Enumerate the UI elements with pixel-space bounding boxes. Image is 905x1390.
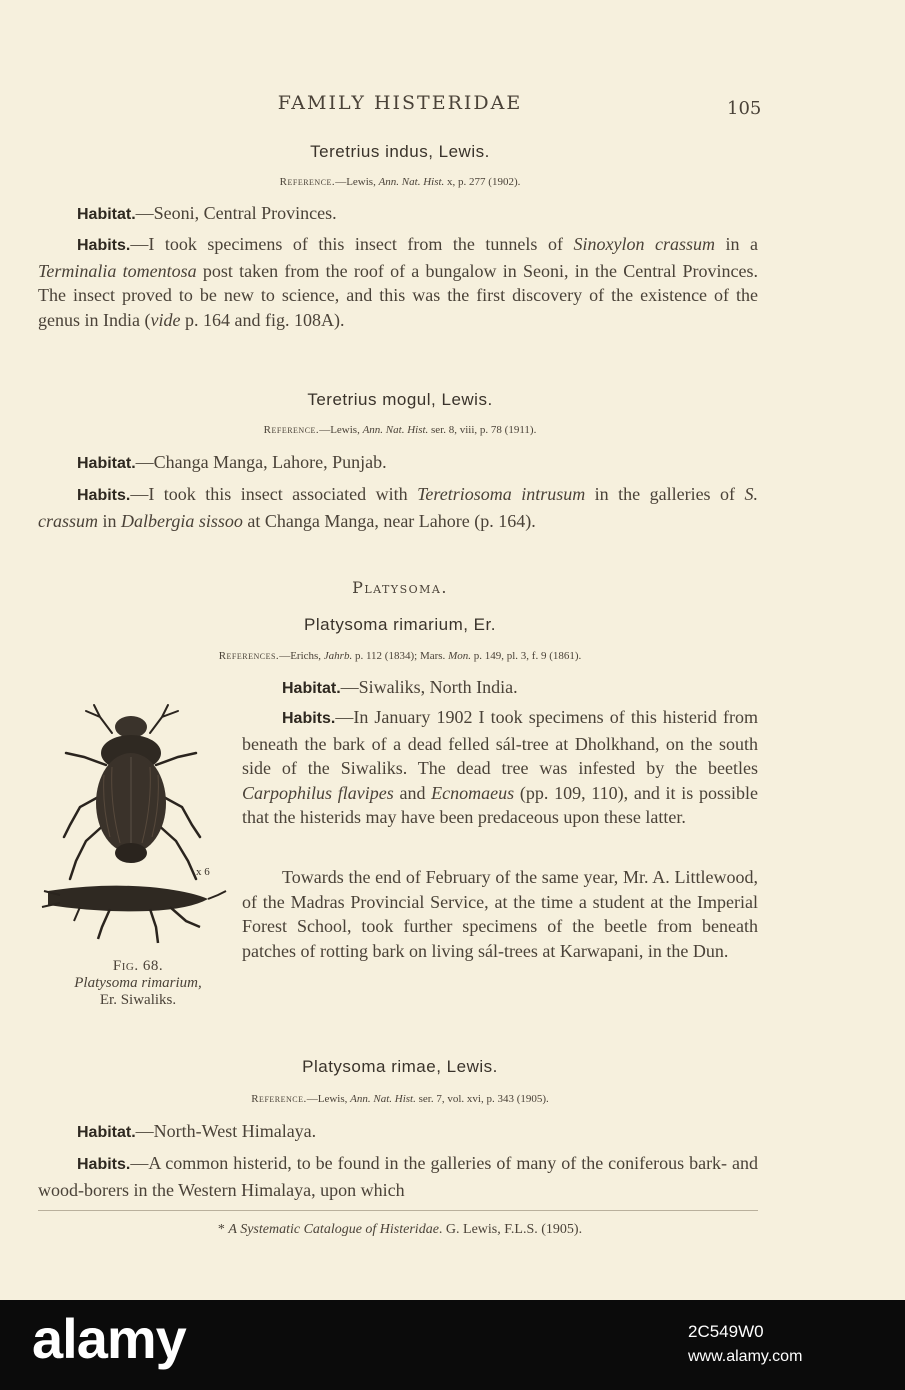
species-reference: Reference.—Lewis, Ann. Nat. Hist. ser. 7, vol. xvi, p. 343 (1905). (251, 1093, 549, 1105)
species-reference: Reference.—Lewis, Ann. Nat. Hist. x, p. 277 (1902). (279, 176, 521, 188)
running-head: FAMILY HISTERIDAE (277, 92, 523, 114)
habits-paragraph: Habits.—In January 1902 I took specimens of this histerid from beneath the bark of a dead felled sál-tree at Dholkhand, on the south side of the Siwaliks. The dead tree was infested by the beetles Carpophilus flavipes and Ecnomaeus (pp. 109, 110), and it is possible that the histerids may have been predaceous upon these latter. (242, 707, 758, 827)
second-paragraph: Towards the end of February of the same year, Mr. A. Littlewood, of the Madras Provincial Service, at the time a student at the Imperial Forest School, took further specimens of the beetle from beneath patches of rotting bark on living sál-trees at Karwapani, in the Dun. (242, 867, 758, 961)
species-title: Platysoma rimarium, Er. (304, 615, 496, 634)
figure-caption: Fig. 68. Platysoma rimarium, Er. Siwaliks. (74, 958, 202, 1008)
species-reference: Reference.—Lewis, Ann. Nat. Hist. ser. 8, viii, p. 78 (1911). (263, 424, 537, 436)
page-number: 105 (727, 98, 762, 119)
banner-url: www.alamy.com (688, 1348, 803, 1365)
species-title: Platysoma rimae, Lewis. (302, 1057, 498, 1076)
habitat-line: Habitat.—North-West Himalaya. (77, 1121, 317, 1141)
habitat-line: Habitat.—Seoni, Central Provinces. (77, 203, 337, 223)
genus-heading: Platysoma. (352, 578, 448, 597)
habitat-line: Habitat.—Changa Manga, Lahore, Punjab. (77, 452, 387, 472)
habits-paragraph: Habits.—I took this insect associated with Teretriosoma intrusum in the galleries of S. crassum in Dalbergia sissoo at Changa Manga, near Lahore (p. 164). (38, 484, 758, 531)
habits-paragraph: Habits.—I took specimens of this insect from the tunnels of Sinoxylon crassum in a Terminalia tomentosa post taken from the roof of a bungalow in Seoni, in the Central Provinces. The insect proved to be new to science, and this was the first discovery of the existence of the genus in India (vide p. 164 and fig. 108A). (38, 234, 759, 330)
habits-paragraph: Habits.—A common histerid, to be found in the galleries of many of the coniferous bark- and wood-borers in the Western Himalaya, upon which (38, 1153, 758, 1200)
beetle-lateral-icon (42, 886, 226, 943)
figure-magnification: x 6 (196, 866, 210, 878)
habitat-line: Habitat.—Siwaliks, North India. (282, 677, 518, 697)
footnote: * A Systematic Catalogue of Histeridae. G. Lewis, F.L.S. (1905). (217, 1222, 583, 1237)
species-reference: References.—Erichs, Jahrb. p. 112 (1834); Mars. Mon. p. 149, pl. 3, f. 9 (1861). (218, 650, 582, 662)
image-id: 2C549W0 (688, 1322, 764, 1341)
footnote-rule (38, 1210, 758, 1211)
species-title: Teretrius indus, Lewis. (310, 142, 490, 161)
alamy-logo: alamy (32, 1307, 186, 1370)
species-title: Teretrius mogul, Lewis. (307, 390, 493, 409)
beetle-figure (40, 695, 240, 965)
